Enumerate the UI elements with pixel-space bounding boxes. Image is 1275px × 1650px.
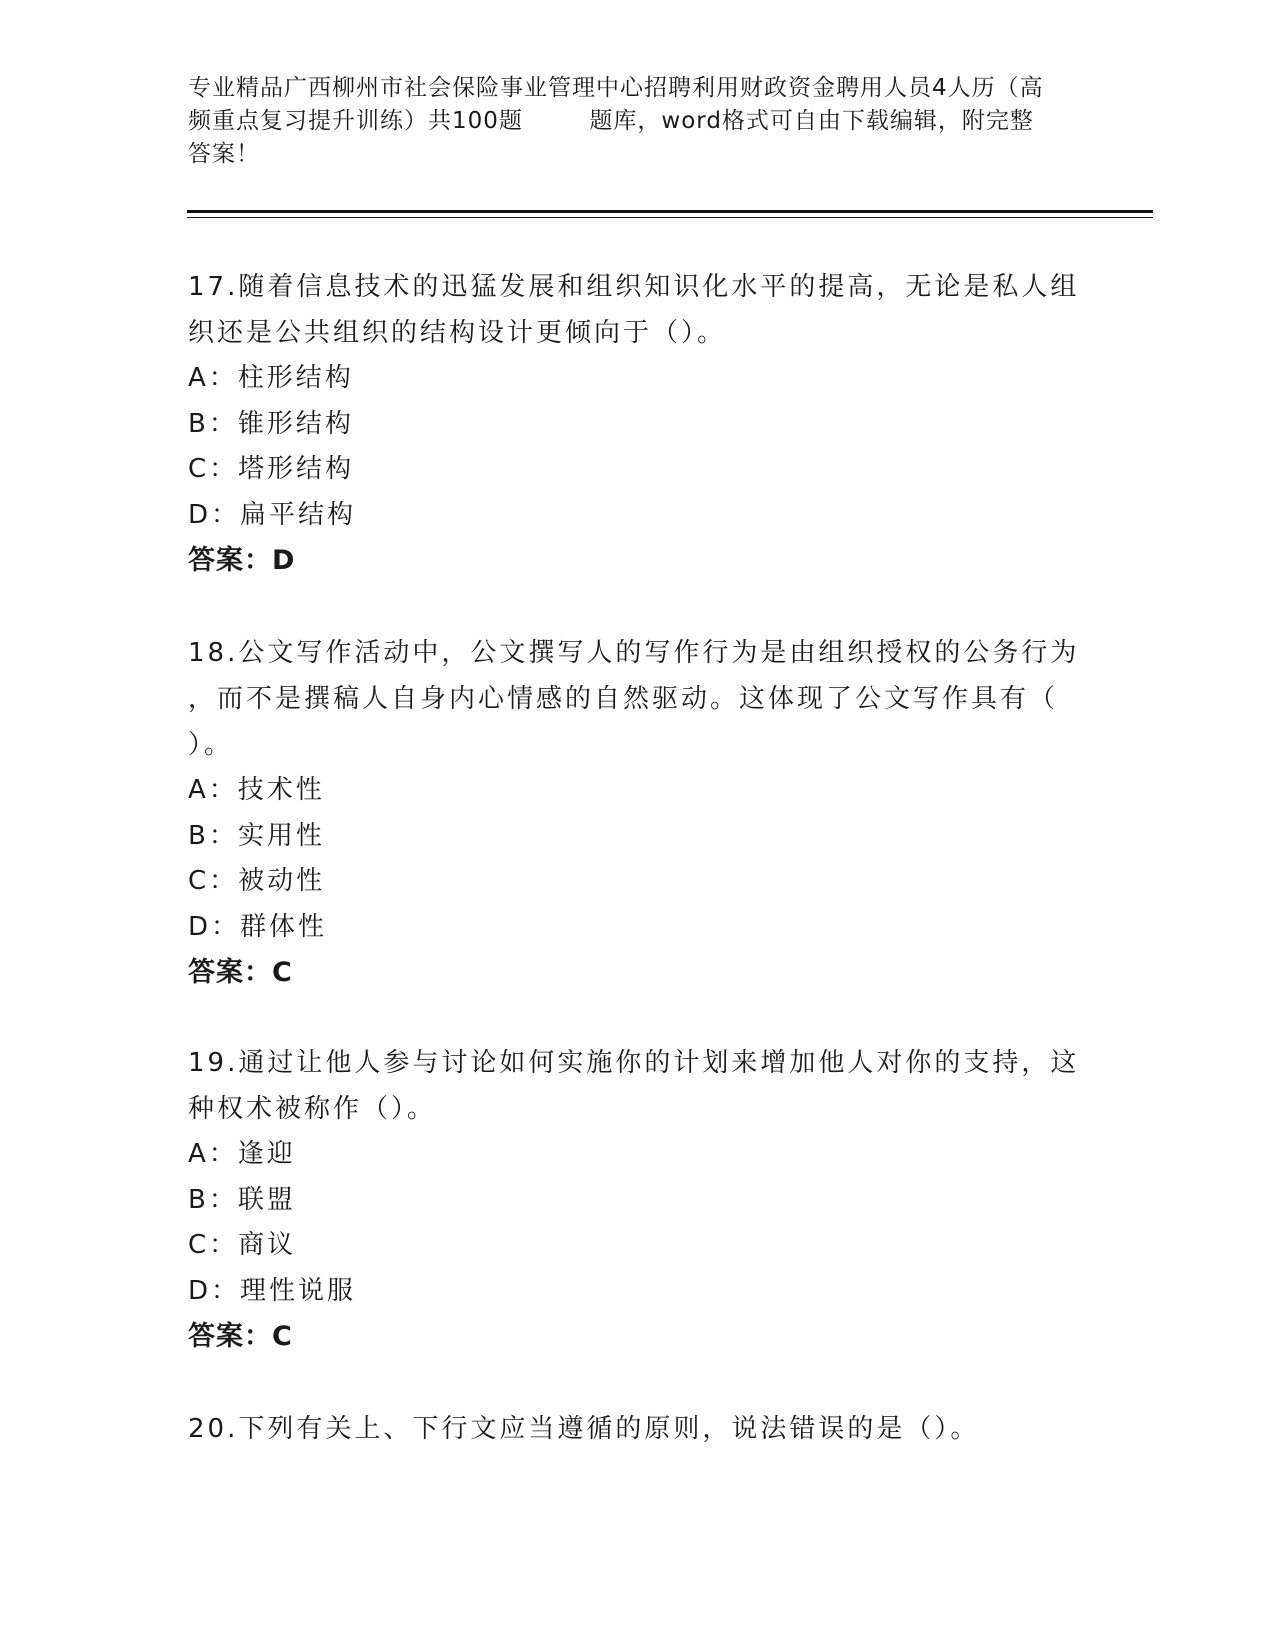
- option-a: A：技术性: [188, 775, 325, 805]
- question-line: 种权术被称作（）。: [188, 1094, 437, 1124]
- question-line: ，而不是撰稿人自身内心情感的自然驱动。这体现了公文写作具有（: [188, 684, 1059, 714]
- question-line: ）。: [188, 730, 234, 760]
- question-line: 20.下列有关上、下行文应当遵循的原则，说法错误的是（）。: [188, 1414, 980, 1444]
- header-line-2: 频重点复习提升训练）共100题 题库，word格式可自由下载编辑，附完整: [188, 108, 1034, 134]
- answer-label: 答案：C: [188, 957, 293, 988]
- option-b: B：锥形结构: [188, 408, 354, 439]
- header-divider-thick: [187, 210, 1153, 213]
- option-c: C：被动性: [188, 866, 326, 896]
- option-b: B：联盟: [188, 1184, 296, 1215]
- option-a: A：逢迎: [188, 1139, 296, 1169]
- question-stem: [188, 630, 1088, 768]
- question-stem: [188, 264, 1088, 356]
- option-d: D：群体性: [188, 911, 328, 942]
- answer-label: 答案：C: [188, 1321, 293, 1352]
- question-17: [188, 264, 1088, 584]
- question-line: 17.随着信息技术的迅猛发展和组织知识化水平的提高，无论是私人组: [188, 272, 1080, 302]
- option-d: D：扁平结构: [188, 499, 357, 530]
- question-18: [188, 630, 1088, 996]
- document-header: [188, 72, 1088, 171]
- option-c: C：塔形结构: [188, 454, 355, 484]
- option-c: C：商议: [188, 1230, 297, 1260]
- option-a: A：柱形结构: [188, 363, 354, 393]
- question-20: [188, 1406, 1088, 1452]
- header-divider-thin: [187, 217, 1153, 218]
- header-line-1: 专业精品广西柳州市社会保险事业管理中心招聘利用财政资金聘用人员4人历（高: [188, 75, 1044, 101]
- option-b: B：实用性: [188, 820, 325, 851]
- answer-label: 答案：D: [188, 545, 296, 576]
- question-19: [188, 1040, 1088, 1360]
- question-line: 18.公文写作活动中，公文撰写人的写作行为是由组织授权的公务行为: [188, 638, 1080, 668]
- option-d: D：理性说服: [188, 1275, 357, 1306]
- question-line: 织还是公共组织的结构设计更倾向于（）。: [188, 318, 727, 348]
- question-line: 19.通过让他人参与讨论如何实施你的计划来增加他人对你的支持，这: [188, 1048, 1080, 1078]
- header-line-3: 答案！: [188, 141, 260, 167]
- question-stem: [188, 1406, 1088, 1452]
- question-stem: [188, 1040, 1088, 1132]
